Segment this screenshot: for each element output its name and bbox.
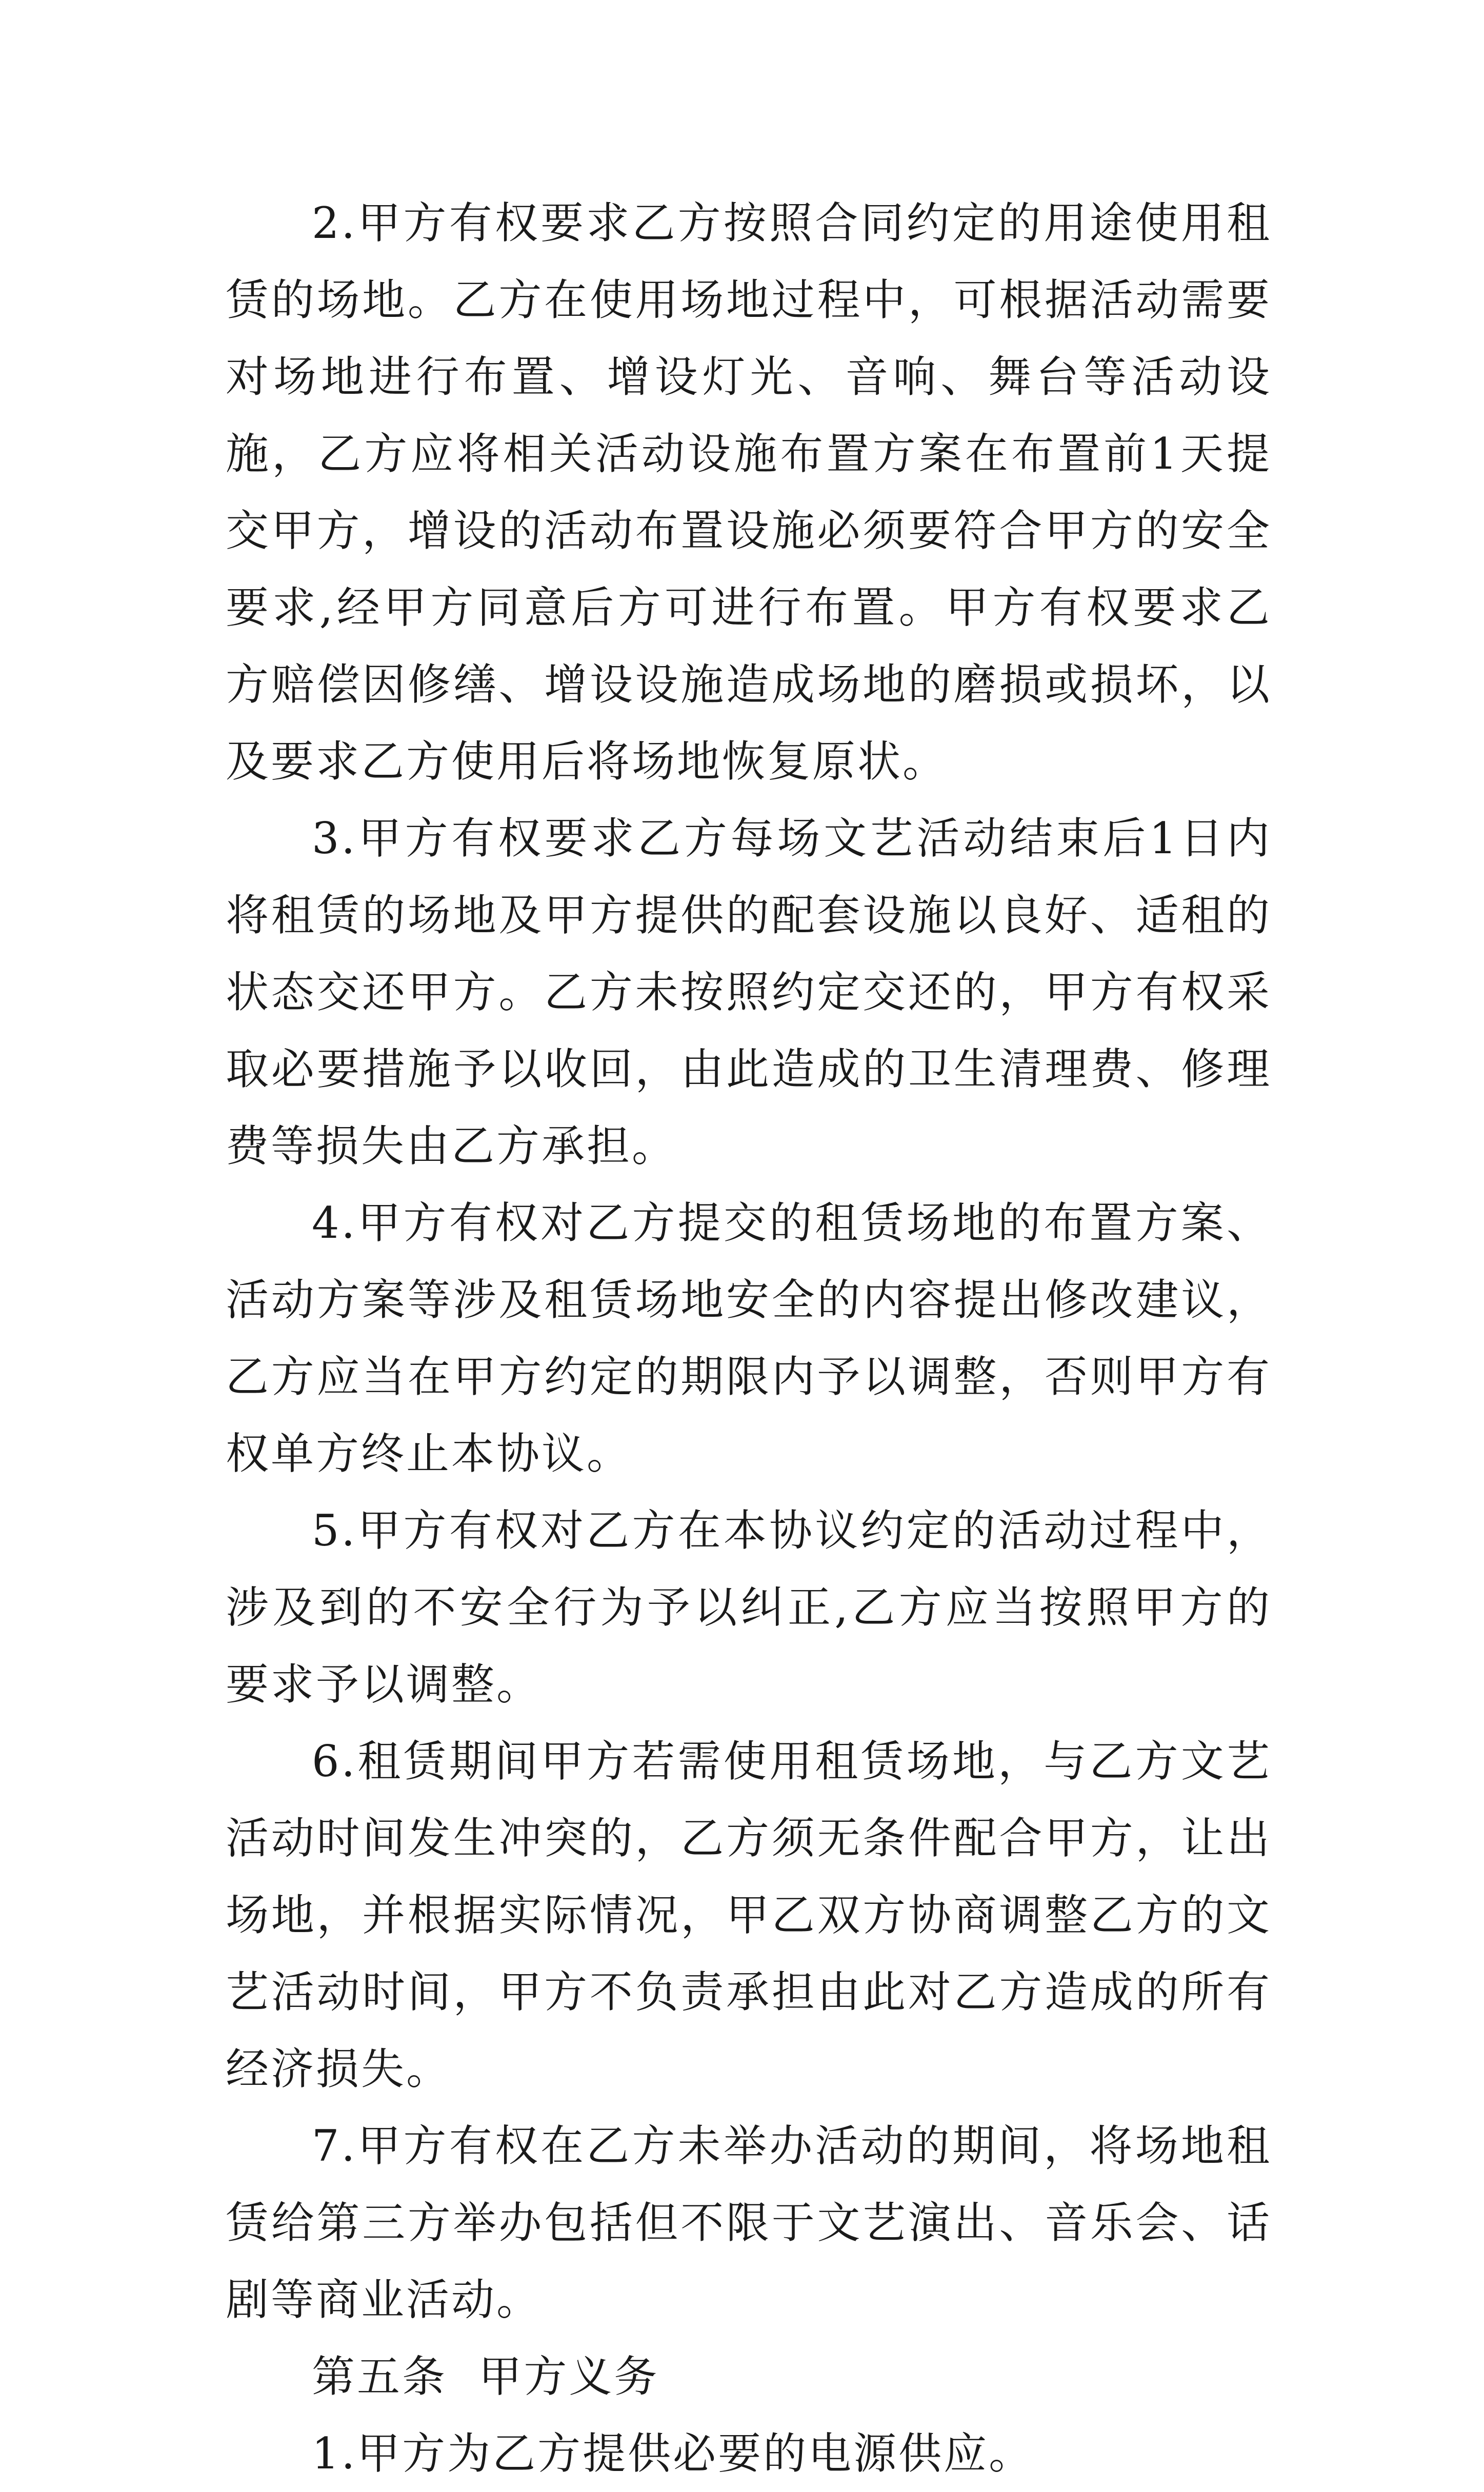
paragraph-clause-5: 5.甲方有权对乙方在本协议约定的活动过程中，涉及到的不安全行为予以纠正,乙方应当按照甲方的要求予以调整。 bbox=[226, 1505, 1272, 1710]
paragraph-clause-4: 4.甲方有权对乙方提交的租赁场地的布置方案、活动方案等涉及租赁场地安全的内容提出修改建议，乙方应当在甲方约定的期限内予以调整，否则甲方有权单方终止本协议。 bbox=[226, 1198, 1272, 1479]
paragraph-clause-2: 2.甲方有权要求乙方按照合同约定的用途使用租赁的场地。乙方在使用场地过程中，可根据活动需要对场地进行布置、增设灯光、音响、舞台等活动设施，乙方应将相关活动设施布置方案在布置前1天提交甲方，增设的活动布置设施必须要符合甲方的安全要求,经甲方同意后方可进行布置。甲方有权要求乙方赔偿因修缮、增设设施造成场地的磨损或损坏，以及要求乙方使用后将场地恢复原状。 bbox=[226, 198, 1272, 787]
paragraph-obligation-1: 1.甲方为乙方提供必要的电源供应。 bbox=[312, 2428, 1034, 2479]
document-body bbox=[226, 185, 1272, 2492]
paragraph-clause-6: 6.租赁期间甲方若需使用租赁场地，与乙方文艺活动时间发生冲突的，乙方须无条件配合甲方，让出场地，并根据实际情况，甲乙双方协商调整乙方的文艺活动时间，甲方不负责承担由此对乙方造成的所有经济损失。 bbox=[226, 1736, 1272, 2094]
section-heading-article-5: 第五条 甲方义务 bbox=[312, 2352, 659, 2402]
paragraph-clause-3: 3.甲方有权要求乙方每场文艺活动结束后1日内将租赁的场地及甲方提供的配套设施以良好、适租的状态交还甲方。乙方未按照约定交还的，甲方有权采取必要措施予以收回，由此造成的卫生清理费、修理费等损失由乙方承担。 bbox=[226, 813, 1272, 1171]
paragraph-clause-7: 7.甲方有权在乙方未举办活动的期间，将场地租赁给第三方举办包括但不限于文艺演出、音乐会、话剧等商业活动。 bbox=[226, 2121, 1272, 2325]
